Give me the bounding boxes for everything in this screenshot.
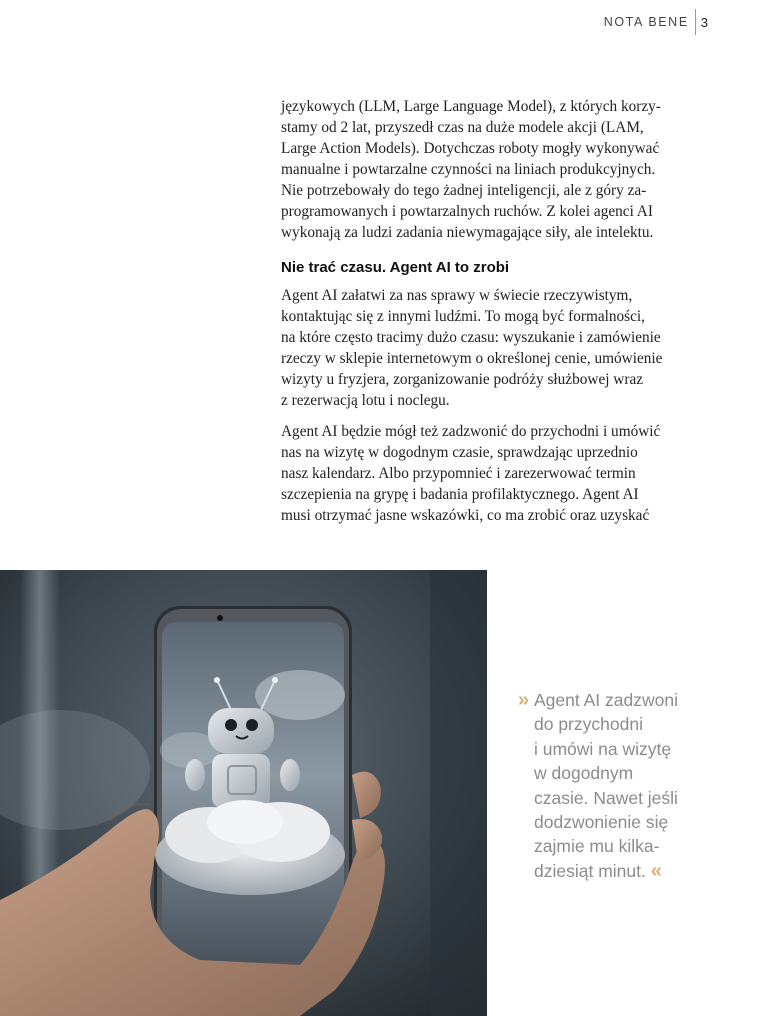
pull-quote-text: [534, 688, 698, 883]
text-line: programowanych i powtarzalnych ruchów. Z kolei agenci AI: [281, 203, 653, 220]
quote-close-icon: «: [650, 859, 662, 882]
quote-line-last: [534, 859, 698, 883]
paragraph-2: [281, 285, 701, 411]
article-body: [281, 96, 701, 526]
text-line: językowych (LLM, Large Language Model), z których korzy-: [281, 98, 661, 115]
robot-on-phone-icon: [0, 570, 487, 1016]
quote-line: zajmie mu kilka-: [534, 836, 660, 857]
text-line: Agent AI załatwi za nas sprawy w świecie rzeczywistym,: [281, 287, 633, 304]
quote-line: do przychodni: [534, 714, 643, 735]
quote-line: Agent AI zadzwoni: [534, 690, 678, 710]
text-line: Nie potrzebowały do tego żadnej inteligencji, ale z góry za-: [281, 182, 647, 199]
text-line: wizyty u fryzjera, zorganizowanie podróży służbowej wraz: [281, 371, 644, 388]
robot-phone-illustration: [0, 570, 487, 1016]
paragraph-1: [281, 96, 701, 243]
running-header: [604, 9, 708, 35]
quote-line: i umówi na wizytę: [534, 738, 672, 759]
text-line: wykonają za ludzi zadania niewymagające siły, ale intelektu.: [281, 224, 654, 241]
text-line: Agent AI będzie mógł też zadzwonić do przychodni i umówić: [281, 423, 661, 440]
text-line: z rezerwacją lotu i noclegu.: [281, 392, 450, 409]
text-line: na które często tracimy dużo czasu: wyszukanie i zamówienie: [281, 329, 661, 346]
quote-open-icon: »: [518, 689, 530, 711]
quote-line: czasie. Nawet jeśli: [534, 787, 678, 808]
section-heading: Nie trać czasu. Agent AI to zrobi: [281, 259, 510, 276]
quote-line: dodzwonienie się: [534, 812, 669, 833]
section-title: NOTA BENE: [603, 15, 689, 29]
text-line: Large Action Models). Dotychczas roboty mogły wykonywać: [281, 140, 660, 157]
pull-quote: [518, 688, 698, 883]
text-line: szczepienia na grypę i badania profilaktycznego. Agent AI: [281, 486, 639, 503]
text-line: rzeczy w sklepie internetowym o określonej cenie, umówienie: [281, 350, 663, 367]
text-line: nas na wizytę w dogodnym czasie, sprawdzając uprzednio: [281, 444, 638, 461]
text-line: musi otrzymać jasne wskazówki, co ma zrobić oraz uzyskać: [281, 507, 650, 524]
quote-line: w dogodnym: [534, 763, 634, 784]
quote-line: dziesiąt minut.: [534, 860, 646, 881]
text-line: kontaktując się z innymi ludźmi. To mogą być formalności,: [281, 308, 645, 325]
page-number: 3: [700, 14, 708, 30]
paragraph-3: [281, 421, 701, 526]
text-line: stamy od 2 lat, przyszedł czas na duże modele akcji (LAM,: [281, 119, 644, 136]
text-line: manualne i powtarzalne czynności na liniach produkcyjnych.: [281, 161, 656, 178]
text-line: nasz kalendarz. Albo przypomnieć i zarezerwować termin: [281, 465, 636, 482]
